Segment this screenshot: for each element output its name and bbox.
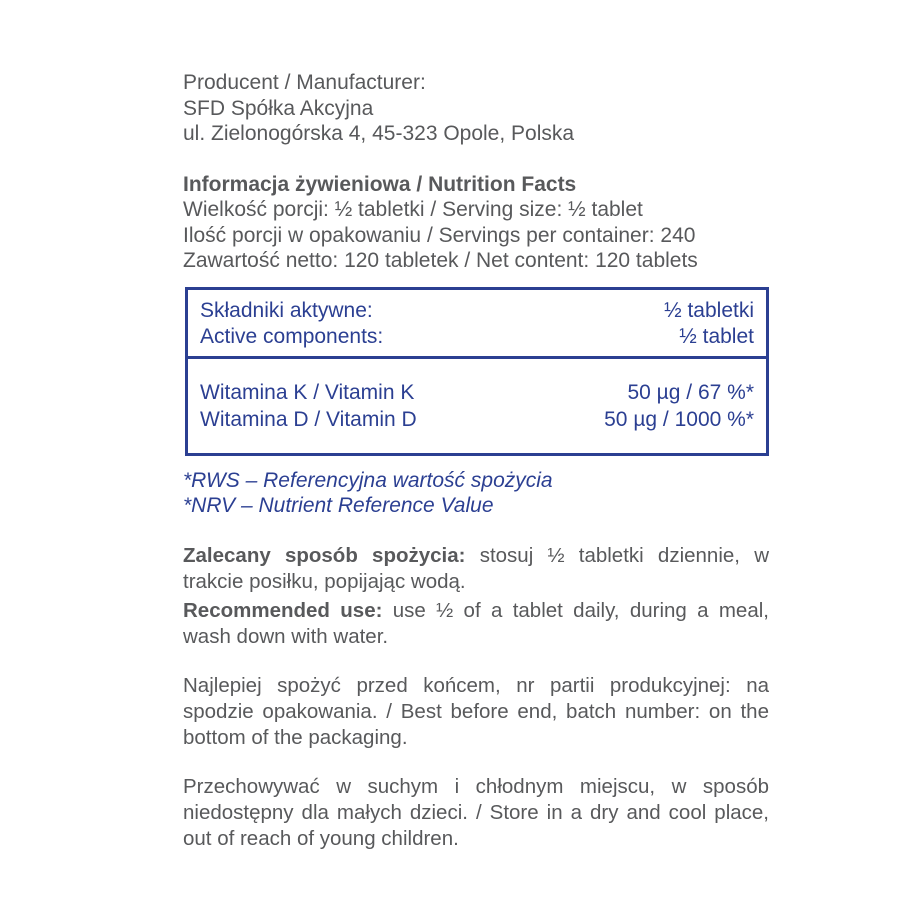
row-value-vitamin-d: 50 µg / 1000 %* <box>604 407 754 431</box>
table-row <box>200 379 754 406</box>
best-before-text: Najlepiej spożyć przed końcem, nr partii produkcyjnej: na spodzie opakowania. / Best before end, batch number: on the bottom of the packaging. <box>183 673 769 749</box>
table-body <box>188 359 766 453</box>
manufacturer-block <box>183 70 769 147</box>
label-document <box>183 70 769 852</box>
usage-pl-label: Zalecany sposób spożycia: <box>183 543 466 567</box>
usage-pl <box>183 543 769 595</box>
manufacturer-heading: Producent / Manufacturer: <box>183 71 426 94</box>
table-header-row <box>200 324 754 350</box>
net-content: Zawartość netto: 120 tabletek / Net content: 120 tablets <box>183 249 698 272</box>
manufacturer-address: ul. Zielonogórska 4, 45-323 Opole, Polska <box>183 122 575 145</box>
nutrition-block <box>183 172 769 274</box>
row-label-vitamin-d: Witamina D / Vitamin D <box>200 407 417 431</box>
serving-size: Wielkość porcji: ½ tabletki / Serving size: ½ tablet <box>183 198 643 221</box>
row-label-vitamin-k: Witamina K / Vitamin K <box>200 380 415 404</box>
servings-per-container: Ilość porcji w opakowaniu / Servings per container: 240 <box>183 223 696 247</box>
header-value-en: ½ tablet <box>679 324 754 348</box>
manufacturer-name: SFD Spółka Akcyjna <box>183 96 374 120</box>
active-components-table <box>185 287 769 456</box>
header-value-pl: ½ tabletki <box>664 298 754 322</box>
table-header <box>188 290 766 359</box>
table-row <box>200 406 754 433</box>
usage-pl-text: stosuj ½ tabletki dziennie, w trakcie posiłku, popijając wodą. <box>183 543 769 593</box>
usage-en <box>183 598 769 650</box>
footnote-rws: *RWS – Referencyjna wartość spożycia <box>183 468 553 492</box>
usage-en-label: Recommended use: <box>183 598 383 622</box>
header-label-pl: Składniki aktywne: <box>200 298 373 322</box>
footnote-nrv: *NRV – Nutrient Reference Value <box>183 493 494 517</box>
storage-text: Przechowywać w suchym i chłodnym miejscu, w sposób niedostępny dla małych dzieci. / Store in a dry and cool place, out of reach of young children. <box>183 774 769 850</box>
row-value-vitamin-k: 50 µg / 67 %* <box>627 380 754 404</box>
nutrition-heading: Informacja żywieniowa / Nutrition Facts <box>183 172 577 196</box>
usage-en-text: use ½ of a tablet daily, during a meal, wash down with water. <box>183 598 769 648</box>
footnotes <box>183 468 769 518</box>
table-header-row <box>200 298 754 324</box>
header-label-en: Active components: <box>200 324 384 348</box>
